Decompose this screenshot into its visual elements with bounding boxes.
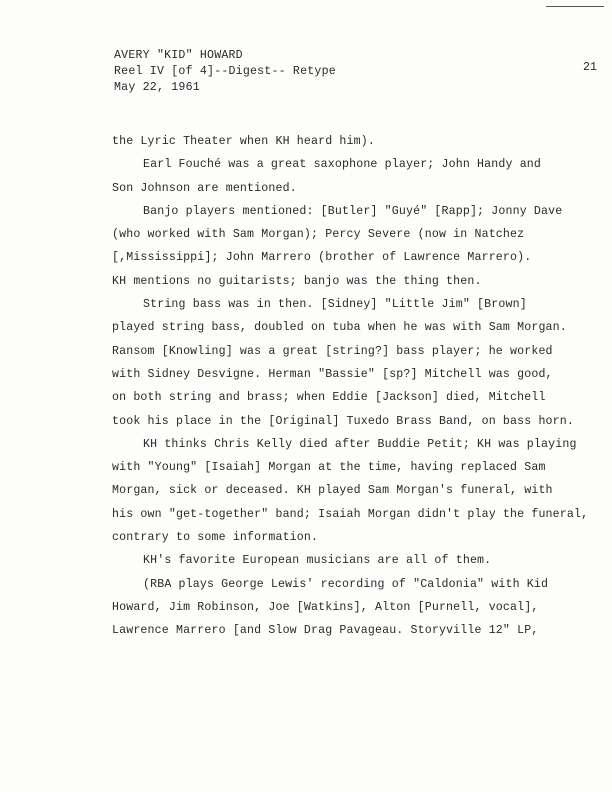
transcript-line: with "Young" [Isaiah] Morgan at the time, having replaced Sam — [112, 461, 546, 475]
transcript-line: Morgan, sick or deceased. KH played Sam Morgan's funeral, with — [112, 484, 553, 498]
transcript-line: the Lyric Theater when KH heard him). — [112, 135, 375, 148]
transcript-line: contrary to some information. — [112, 531, 319, 545]
document-header — [114, 48, 336, 96]
transcript-line: (who worked with Sam Morgan); Percy Severe (now in Natchez — [112, 228, 525, 242]
header-interviewee-name: AVERY "KID" HOWARD — [114, 49, 243, 62]
transcript-body — [112, 130, 602, 643]
transcript-line: his own "get-together" band; Isaiah Morgan didn't play the funeral, — [112, 507, 589, 521]
transcript-line: took his place in the [Original] Tuxedo Brass Band, on bass horn. — [112, 414, 574, 428]
transcript-line: KH's favorite European musicians are all of them. — [143, 554, 492, 568]
transcript-line: String bass was in then. [Sidney] "Little Jim" [Brown] — [143, 298, 527, 312]
transcript-line: (RBA plays George Lewis' recording of "Caldonia" with Kid — [143, 577, 549, 591]
transcript-line: Earl Fouché was a great saxophone player; John Handy and — [143, 158, 542, 172]
transcript-line: Lawrence Marrero [and Slow Drag Pavageau. Storyville 12" LP, — [112, 624, 539, 638]
transcript-line: with Sidney Desvigne. Herman "Bassie" [sp?] Mitchell was good, — [112, 367, 553, 381]
transcript-line: Son Johnson are mentioned. — [112, 181, 297, 195]
transcript-line: played string bass, doubled on tuba when he was with Sam Morgan. — [112, 321, 567, 335]
transcript-line: Ransom [Knowling] was a great [string?] bass player; he worked — [112, 344, 553, 358]
transcript-line: Howard, Jim Robinson, Joe [Watkins], Alton [Purnell, vocal], — [112, 600, 539, 614]
transcript-line: Banjo players mentioned: [Butler] "Guyé" [Rapp]; Jonny Dave — [143, 204, 563, 218]
transcript-line: on both string and brass; when Eddie [Jackson] died, Mitchell — [112, 391, 546, 405]
transcript-line: KH mentions no guitarists; banjo was the thing then. — [112, 274, 482, 288]
header-reel-info: Reel IV [of 4]--Digest-- Retype — [114, 65, 336, 78]
transcript-line: [,Mississippi]; John Marrero (brother of Lawrence Marrero). — [112, 251, 532, 265]
header-date: May 22, 1961 — [114, 81, 200, 94]
transcript-line: KH thinks Chris Kelly died after Buddie Petit; KH was playing — [143, 437, 577, 451]
page-number: 21 — [583, 61, 597, 74]
scan-edge-mark — [546, 6, 604, 7]
